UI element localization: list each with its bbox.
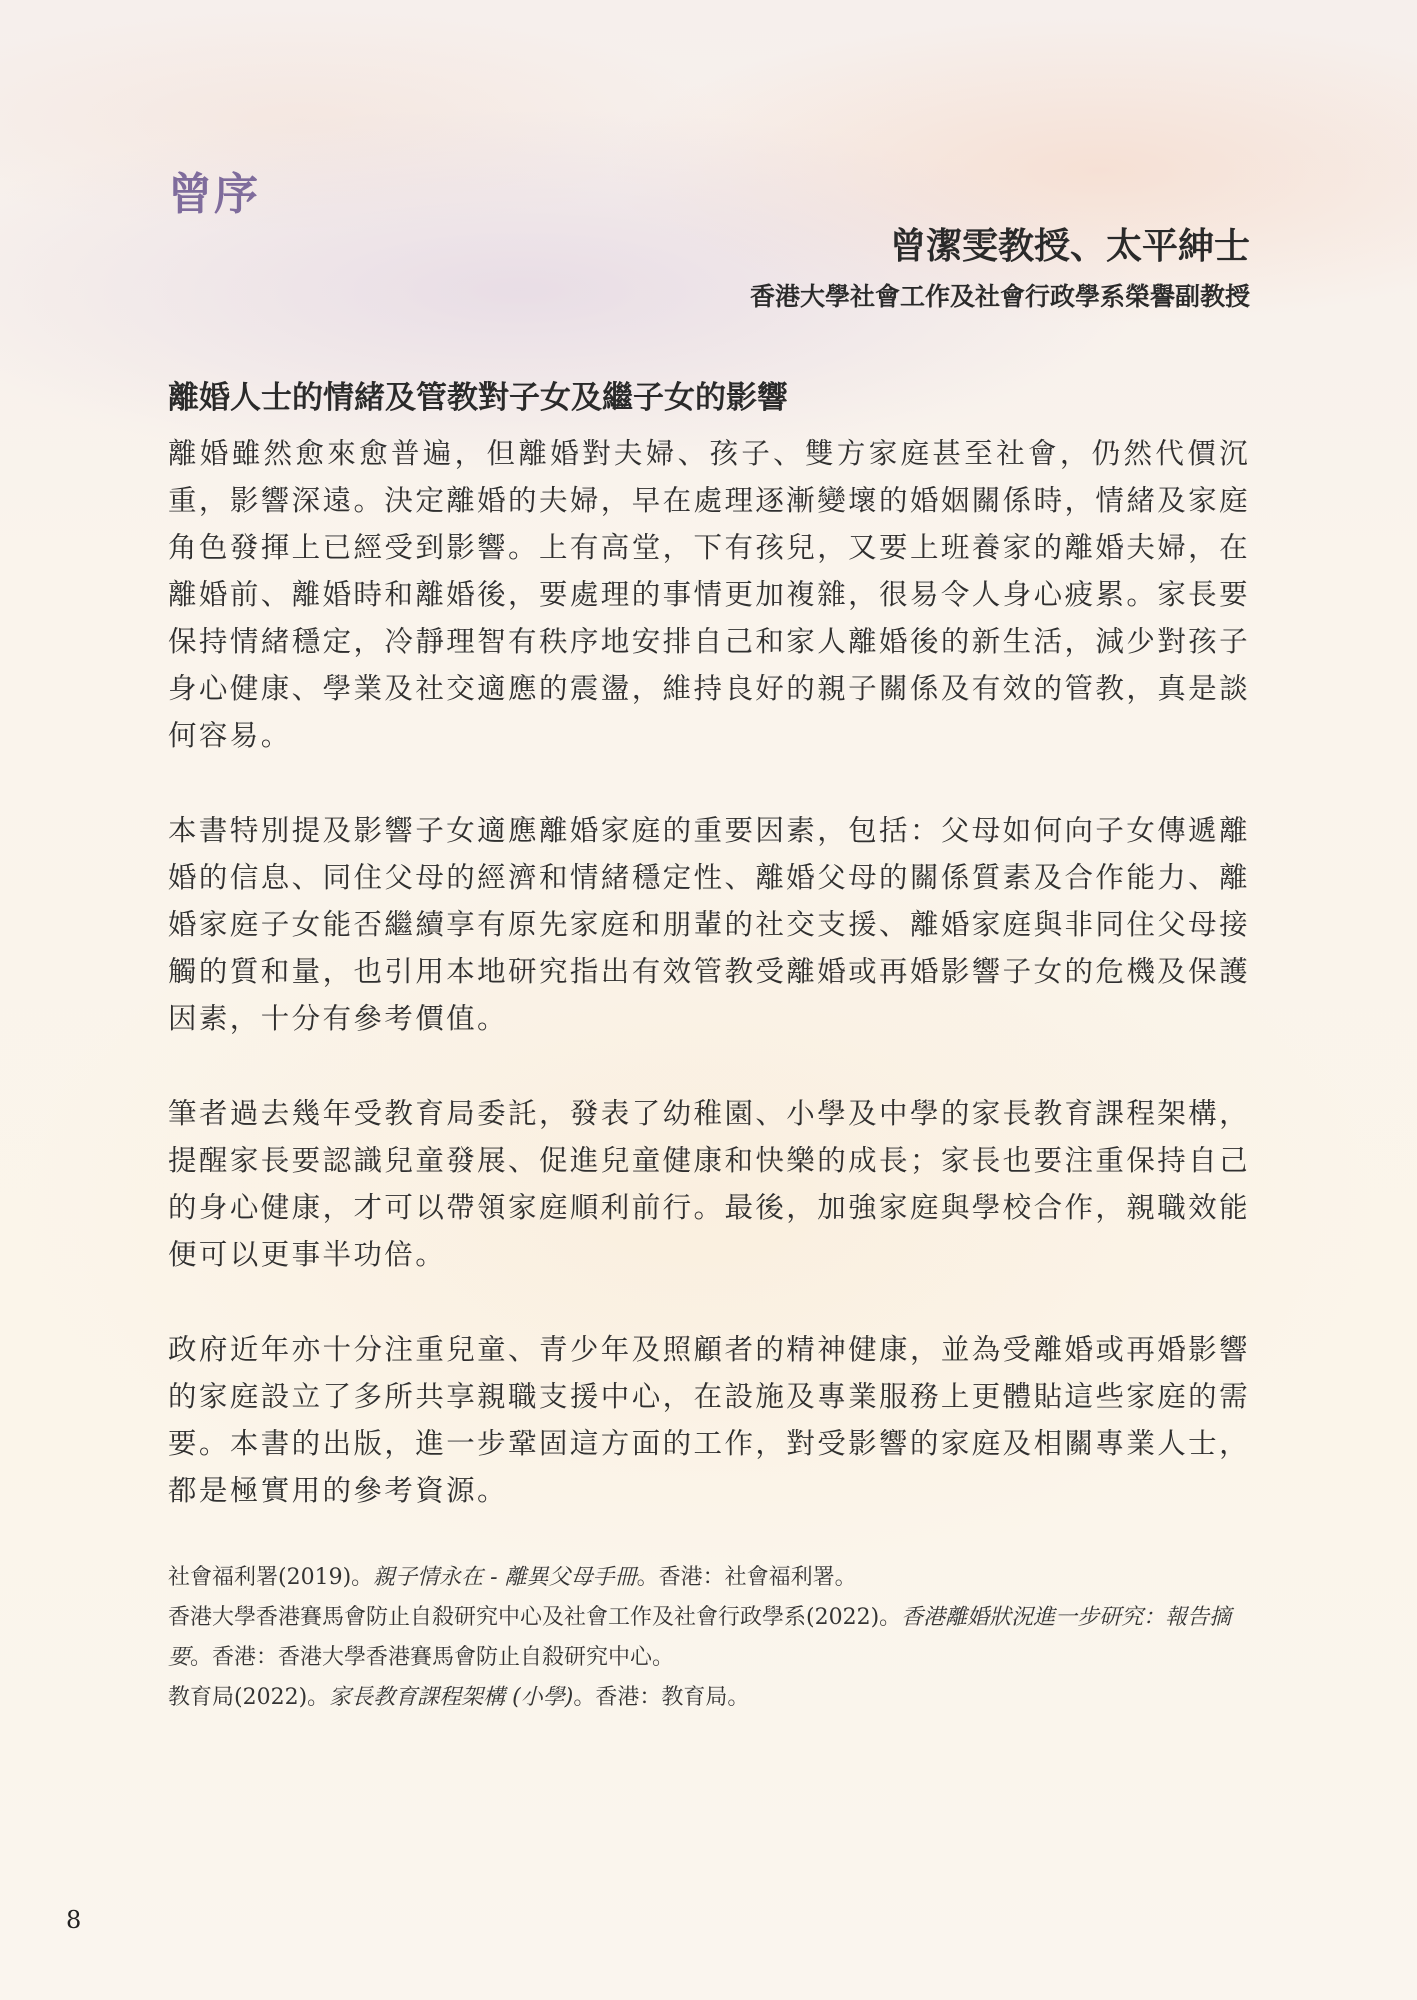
reference-text: 社會福利署(2019)。	[168, 1565, 374, 1590]
reference-title: 香港離婚狀況進一步研究：報告摘要	[168, 1605, 1232, 1670]
paragraph-3: 筆者過去幾年受教育局委託，發表了幼稚園、小學及中學的家長教育課程架構，提醒家長要認識兒童發展、促進兒童健康和快樂的成長；家長也要注重保持自己的身心健康，才可以帶領家庭順利前行。最後，加強家庭與學校合作，親職效能便可以更事半功倍。	[168, 1097, 1250, 1271]
page-number: 8	[66, 1906, 82, 1934]
reference-item	[168, 1598, 1250, 1678]
reference-title: 親子情永在 - 離異父母手冊	[373, 1565, 637, 1590]
section-heading: 離婚人士的情緒及管教對子女及繼子女的影響	[168, 380, 788, 416]
reference-publisher: 。香港：社會福利署。	[636, 1565, 857, 1590]
reference-publisher: 。香港：香港大學香港賽馬會防止自殺研究中心。	[190, 1645, 675, 1670]
reference-publisher: 。香港：教育局。	[573, 1685, 750, 1710]
reference-text: 教育局(2022)。	[168, 1685, 330, 1710]
author-position: 香港大學社會工作及社會行政學系榮譽副教授	[749, 282, 1250, 311]
page-title: 曾序	[168, 169, 260, 220]
reference-list	[168, 1558, 1250, 1718]
reference-item	[168, 1558, 1250, 1598]
reference-title: 家長教育課程架構 (小學)	[329, 1685, 574, 1710]
author-name: 曾潔雯教授、太平紳士	[889, 225, 1250, 267]
reference-item	[168, 1678, 1250, 1718]
paragraph-4: 政府近年亦十分注重兒童、青少年及照顧者的精神健康，並為受離婚或再婚影響的家庭設立了多所共享親職支援中心，在設施及專業服務上更體貼這些家庭的需要。本書的出版，進一步鞏固這方面的工作，對受影響的家庭及相關專業人士，都是極實用的參考資源。	[168, 1333, 1250, 1507]
reference-text: 香港大學香港賽馬會防止自殺研究中心及社會工作及社會行政學系(2022)。	[168, 1605, 902, 1630]
main-content	[168, 376, 1250, 1718]
paragraph-1: 離婚雖然愈來愈普遍，但離婚對夫婦、孩子、雙方家庭甚至社會，仍然代價沉重，影響深遠。決定離婚的夫婦，早在處理逐漸變壞的婚姻關係時，情緒及家庭角色發揮上已經受到影響。上有高堂，下有孩兒，又要上班養家的離婚夫婦，在離婚前、離婚時和離婚後，要處理的事情更加複雜，很易令人身心疲累。家長要保持情緒穩定，冷靜理智有秩序地安排自己和家人離婚後的新生活，減少對孩子身心健康、學業及社交適應的震盪，維持良好的親子關係及有效的管教，真是談何容易。	[168, 437, 1250, 752]
author-block	[750, 222, 1250, 314]
paragraph-2: 本書特別提及影響子女適應離婚家庭的重要因素，包括：父母如何向子女傳遞離婚的信息、同住父母的經濟和情緒穩定性、離婚父母的關係質素及合作能力、離婚家庭子女能否繼續享有原先家庭和朋輩的社交支援、離婚家庭與非同住父母接觸的質和量，也引用本地研究指出有效管教受離婚或再婚影響子女的危機及保護因素，十分有參考價值。	[168, 814, 1250, 1035]
